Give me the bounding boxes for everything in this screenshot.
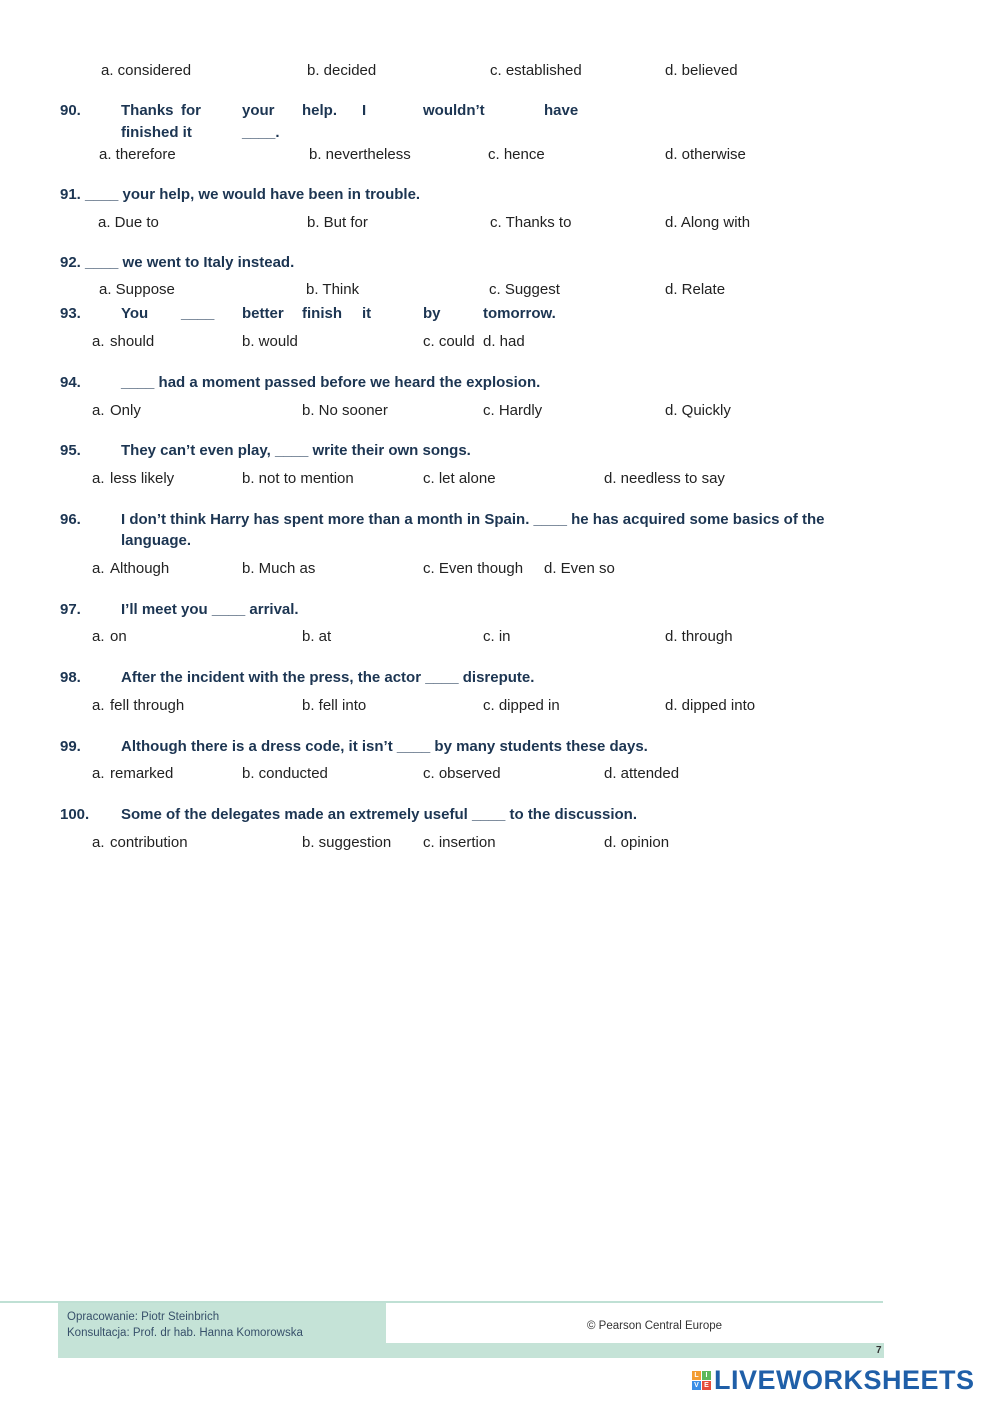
page-number: 7 <box>876 1345 882 1356</box>
footer-copyright: © Pearson Central Europe <box>587 1320 723 1332</box>
q98-option-c[interactable]: c. dipped in <box>483 697 560 714</box>
q95-option-a-letter[interactable]: a. <box>92 470 105 487</box>
q90-word: help. <box>302 102 338 119</box>
q90-word: have <box>544 102 579 119</box>
logo-grid-cell: L <box>692 1371 701 1380</box>
footer-consultant: Konsultacja: Prof. dr hab. Hanna Komorowska <box>67 1327 303 1339</box>
q98-number: 98. <box>60 669 81 686</box>
q96-option-c[interactable]: c. Even though <box>423 560 524 577</box>
q97-option-a-letter[interactable]: a. <box>92 628 105 645</box>
q98-text: After the incident with the press, the actor ____ disrepute. <box>121 669 535 686</box>
q89-option-c[interactable]: c. established <box>490 62 582 79</box>
q93-word: tomorrow. <box>483 305 556 322</box>
logo-grid-cell: E <box>702 1381 711 1390</box>
q92-option-d[interactable]: d. Relate <box>665 281 726 298</box>
q100-option-a-letter[interactable]: a. <box>92 834 105 851</box>
q97-option-a[interactable]: on <box>110 628 127 645</box>
q95-option-d[interactable]: d. needless to say <box>604 470 725 487</box>
q91-option-d[interactable]: d. Along with <box>665 214 751 231</box>
q94-option-b[interactable]: b. No sooner <box>302 402 388 419</box>
q90-option-d[interactable]: d. otherwise <box>665 146 746 163</box>
q97-option-c[interactable]: c. in <box>483 628 511 645</box>
q91-option-a[interactable]: a. Due to <box>98 214 159 231</box>
q89-option-d[interactable]: d. believed <box>665 62 738 79</box>
q99-option-a[interactable]: remarked <box>110 765 174 782</box>
q96-option-a[interactable]: Although <box>110 560 170 577</box>
q90-word: Thanks <box>121 102 174 119</box>
q99-option-c[interactable]: c. observed <box>423 765 501 782</box>
q98-option-b[interactable]: b. fell into <box>302 697 367 714</box>
q93-blank[interactable]: ____ <box>181 305 215 322</box>
q94-text: ____ had a moment passed before we heard the explosion. <box>121 374 541 391</box>
q97-option-d[interactable]: d. through <box>665 628 733 645</box>
q91-text: 91. ____ your help, we would have been in trouble. <box>60 186 421 203</box>
q90-word: your <box>242 102 275 119</box>
footer-author: Opracowanie: Piotr Steinbrich <box>67 1311 220 1323</box>
q100-text: Some of the delegates made an extremely useful ____ to the discussion. <box>121 806 638 823</box>
q99-number: 99. <box>60 738 81 755</box>
q95-option-b[interactable]: b. not to mention <box>242 470 354 487</box>
q97-text: I’ll meet you ____ arrival. <box>121 601 299 618</box>
q93-option-a-letter[interactable]: a. <box>92 333 105 350</box>
q89-option-b[interactable]: b. decided <box>307 62 377 79</box>
q90-option-a[interactable]: a. therefore <box>99 146 176 163</box>
q91-option-b[interactable]: b. But for <box>307 214 368 231</box>
q89-option-a[interactable]: a. considered <box>101 62 192 79</box>
q98-option-a-letter[interactable]: a. <box>92 697 105 714</box>
q98-option-a[interactable]: fell through <box>110 697 185 714</box>
q92-option-b[interactable]: b. Think <box>306 281 360 298</box>
logo-grid-cell: V <box>692 1381 701 1390</box>
q95-option-a[interactable]: less likely <box>110 470 175 487</box>
q99-text: Although there is a dress code, it isn’t ____ by many students these days. <box>121 738 648 755</box>
logo-grid-icon <box>692 1371 711 1390</box>
q90-word: wouldn’t <box>423 102 485 119</box>
q91-option-c[interactable]: c. Thanks to <box>490 214 572 231</box>
q93-option-d[interactable]: d. had <box>483 333 525 350</box>
q96-option-b[interactable]: b. Much as <box>242 560 316 577</box>
q93-word: better <box>242 305 284 322</box>
q90-option-b[interactable]: b. nevertheless <box>309 146 411 163</box>
q100-number: 100. <box>60 806 90 823</box>
q90-word: I <box>362 102 367 119</box>
liveworksheets-logo[interactable] <box>692 1366 975 1394</box>
q95-text: They can’t even play, ____ write their own songs. <box>121 442 471 459</box>
q99-option-d[interactable]: d. attended <box>604 765 680 782</box>
q90-blank[interactable]: ____. <box>242 124 280 141</box>
q100-option-b[interactable]: b. suggestion <box>302 834 392 851</box>
q92-option-a[interactable]: a. Suppose <box>99 281 175 298</box>
q92-text: 92. ____ we went to Italy instead. <box>60 254 295 271</box>
q100-option-a[interactable]: contribution <box>110 834 188 851</box>
logo-grid-cell: I <box>702 1371 711 1380</box>
q96-number: 96. <box>60 511 81 528</box>
q90-option-c[interactable]: c. hence <box>488 146 545 163</box>
q99-option-a-letter[interactable]: a. <box>92 765 105 782</box>
q90-line2: finished it <box>121 124 192 141</box>
q100-option-c[interactable]: c. insertion <box>423 834 496 851</box>
q93-option-a[interactable]: should <box>110 333 155 350</box>
q93-option-c[interactable]: c. could <box>423 333 475 350</box>
q99-option-b[interactable]: b. conducted <box>242 765 328 782</box>
q90-word: for <box>181 102 201 119</box>
q96-option-d[interactable]: d. Even so <box>544 560 615 577</box>
q93-word: it <box>362 305 372 322</box>
q98-option-d[interactable]: d. dipped into <box>665 697 756 714</box>
q96-text-line2: language. <box>121 532 192 549</box>
q94-number: 94. <box>60 374 81 391</box>
q95-option-c[interactable]: c. let alone <box>423 470 496 487</box>
q95-number: 95. <box>60 442 81 459</box>
q93-word: You <box>121 305 149 322</box>
logo-text: LIVEWORKSHEETS <box>714 1365 975 1395</box>
q100-option-d[interactable]: d. opinion <box>604 834 670 851</box>
q96-option-a-letter[interactable]: a. <box>92 560 105 577</box>
q93-number: 93. <box>60 305 81 322</box>
q94-option-c[interactable]: c. Hardly <box>483 402 543 419</box>
q93-word: by <box>423 305 441 322</box>
q97-number: 97. <box>60 601 81 618</box>
q93-word: finish <box>302 305 342 322</box>
q90-number: 90. <box>60 102 81 119</box>
q96-text: I don’t think Harry has spent more than a month in Spain. ____ he has acquired some basics of the <box>121 511 825 528</box>
q93-option-b[interactable]: b. would <box>242 333 298 350</box>
q97-option-b[interactable]: b. at <box>302 628 332 645</box>
q94-option-d[interactable]: d. Quickly <box>665 402 731 419</box>
q94-option-a[interactable]: Only <box>110 402 141 419</box>
footer-bar <box>58 1343 884 1358</box>
q94-option-a-letter[interactable]: a. <box>92 402 105 419</box>
q92-option-c[interactable]: c. Suggest <box>489 281 560 298</box>
